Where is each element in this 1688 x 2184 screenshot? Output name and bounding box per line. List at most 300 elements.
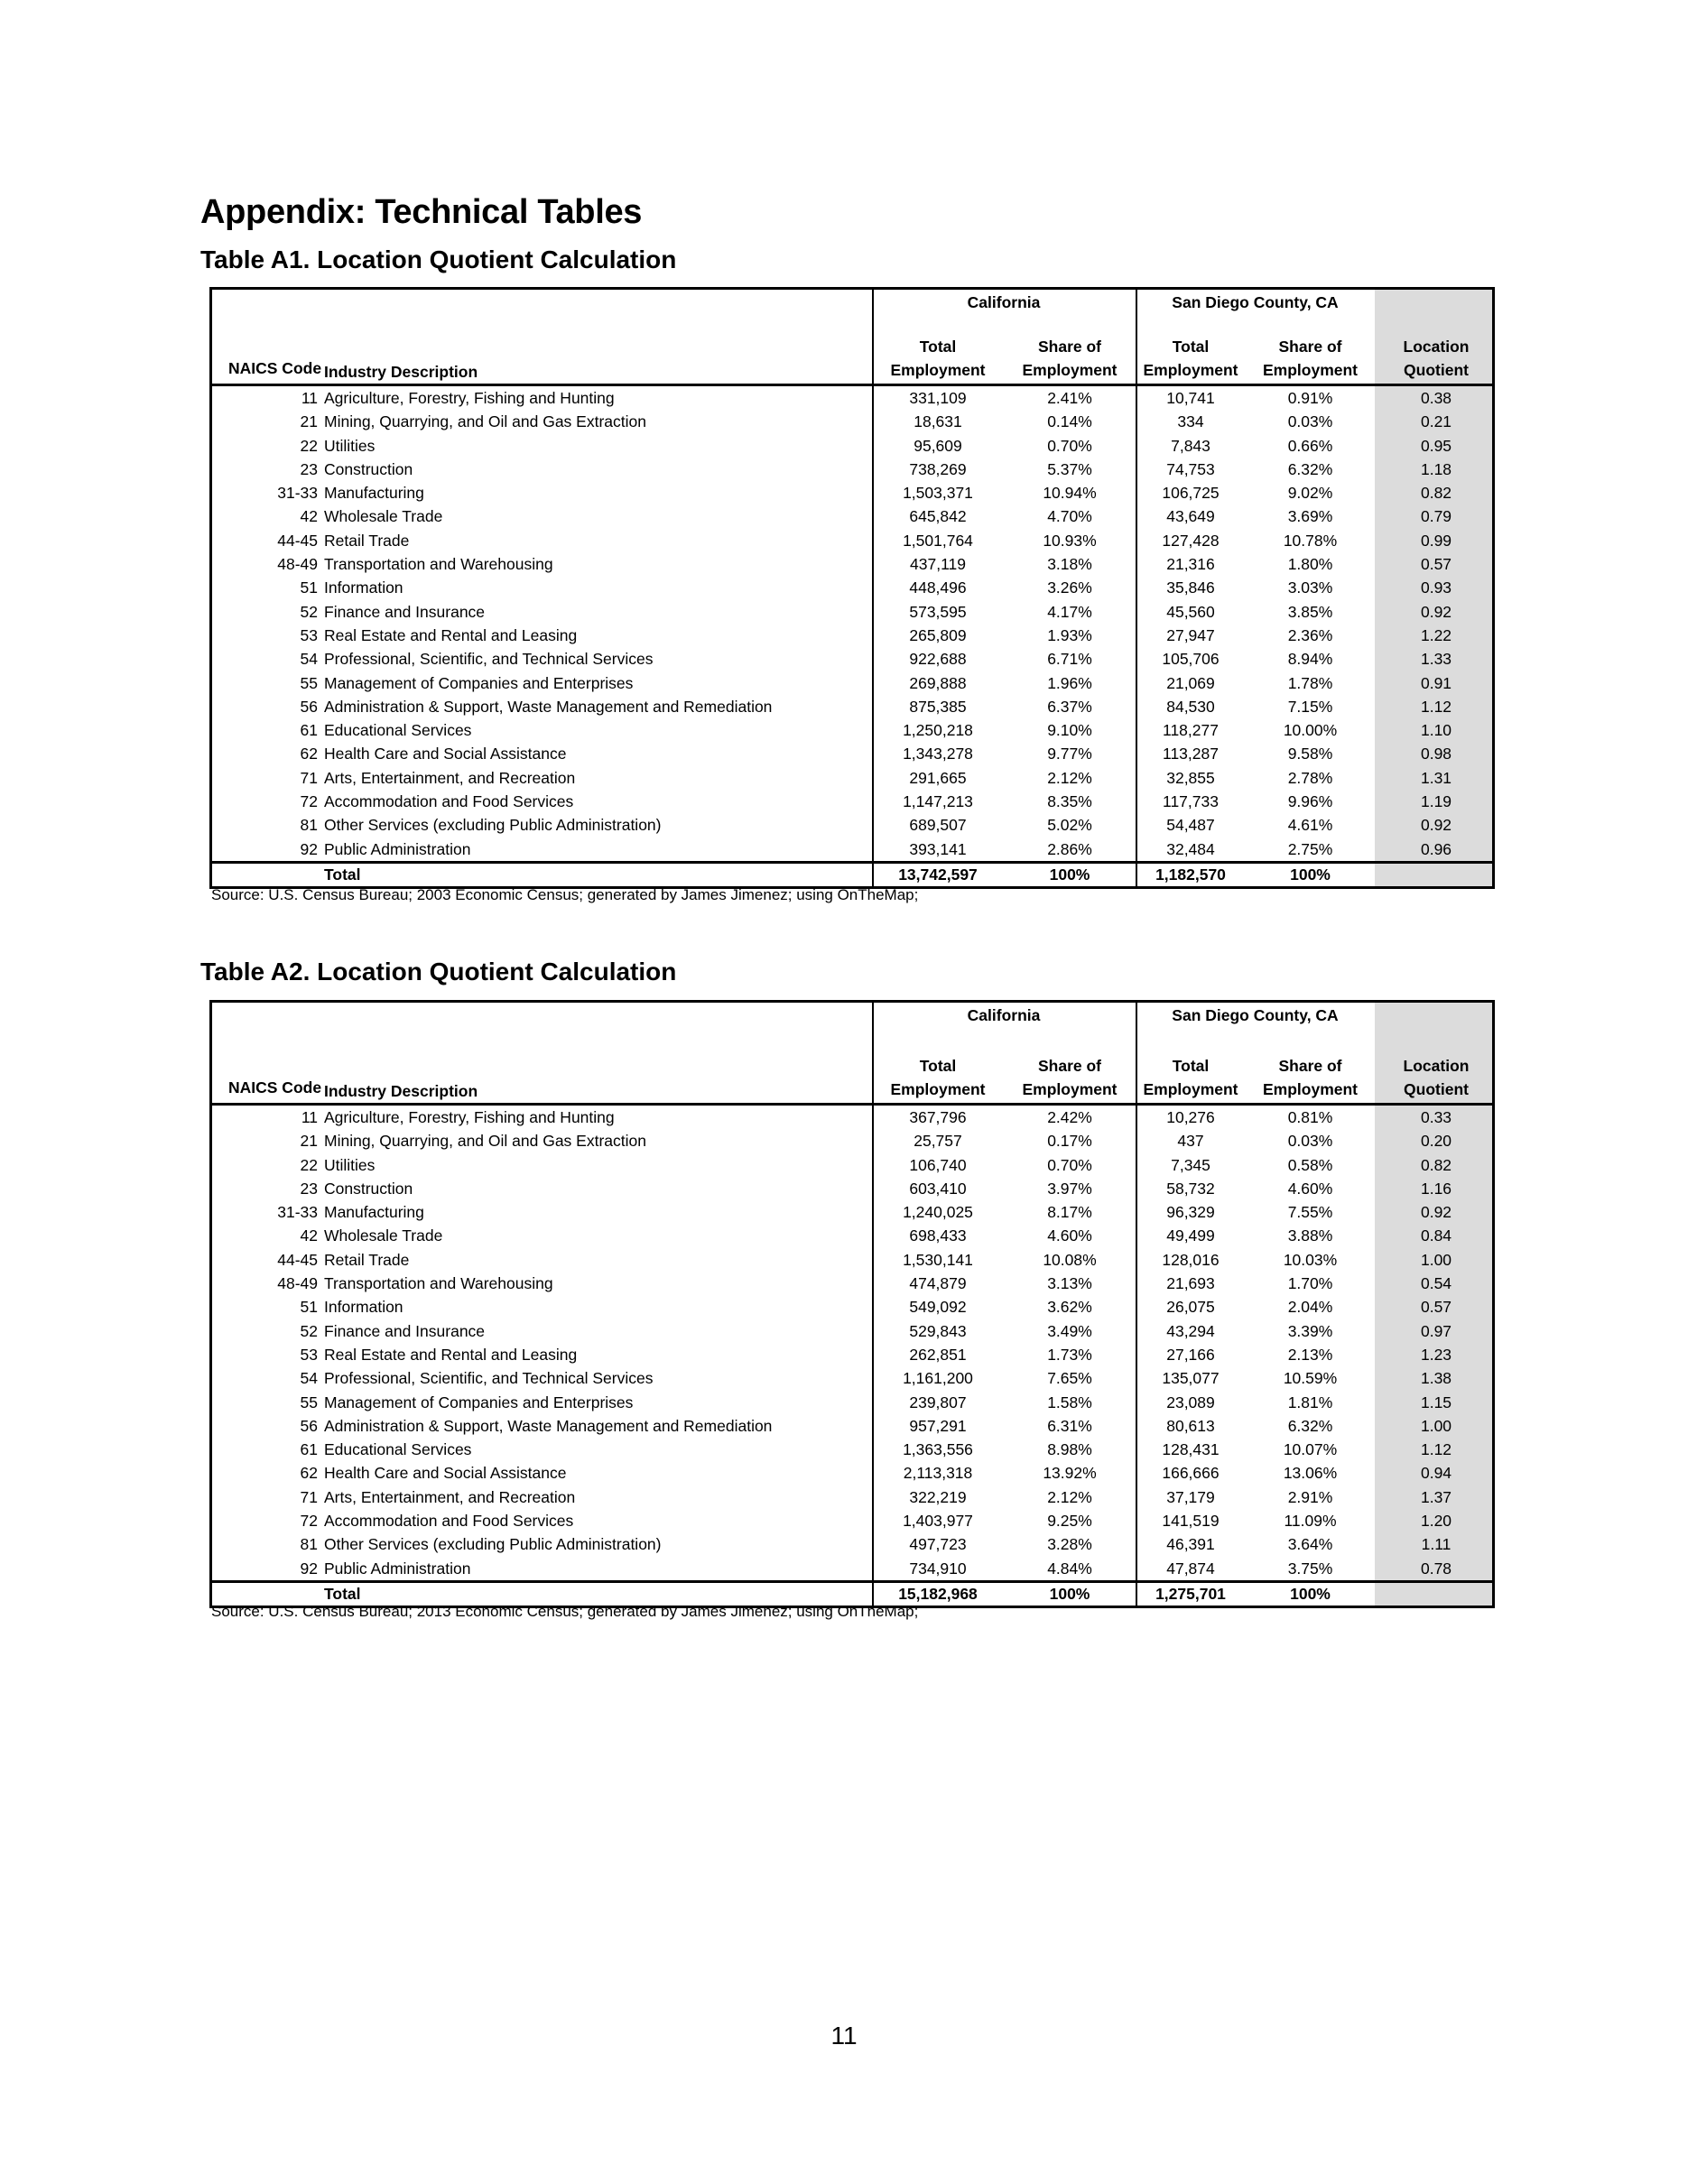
sd-total-employment: 21,316 [1166, 555, 1215, 574]
sd-total-employment: 46,391 [1166, 1535, 1215, 1554]
sd-total-employment: 49,499 [1166, 1226, 1215, 1245]
industry-description: Other Services (excluding Public Administration) [324, 816, 662, 835]
table-row [212, 1438, 1492, 1461]
header-sd-total-employment: Total Employment [1143, 338, 1238, 379]
naics-code: 23 [300, 1179, 318, 1198]
location-quotient: 0.57 [1420, 555, 1452, 574]
industry-description: Public Administration [324, 839, 471, 858]
industry-description: Finance and Insurance [324, 602, 486, 621]
ca-total-employment: 1,530,141 [903, 1250, 973, 1269]
industry-description: Health Care and Social Assistance [324, 1464, 567, 1483]
header-group-california: California [967, 293, 1041, 311]
location-quotient: 1.23 [1420, 1345, 1452, 1364]
industry-description: Information [324, 578, 403, 597]
sd-total-employment: 166,666 [1162, 1464, 1220, 1483]
industry-description: Professional, Scientific, and Technical Services [324, 1369, 654, 1388]
sd-share-of-employment: 11.09% [1284, 1512, 1337, 1531]
sd-share-of-employment: 8.94% [1287, 650, 1333, 669]
sd-share-of-employment: 3.88% [1287, 1226, 1333, 1245]
table-row [212, 1224, 1492, 1247]
ca-share-of-employment: 0.70% [1047, 1155, 1092, 1174]
header-industry-description: Industry Description [324, 1082, 478, 1100]
ca-total-employment: 1,147,213 [903, 792, 973, 811]
header-group-san-diego: San Diego County, CA [1172, 1006, 1339, 1024]
location-quotient: 0.33 [1420, 1108, 1452, 1126]
naics-code: 23 [300, 459, 318, 478]
naics-code: 71 [300, 1487, 318, 1506]
table-row [212, 1295, 1492, 1319]
naics-code: 31-33 [277, 1203, 318, 1222]
sd-share-of-employment: 3.03% [1287, 578, 1333, 597]
sd-total-employment: 32,855 [1166, 768, 1215, 787]
table-row [212, 576, 1492, 599]
location-quotient: 1.12 [1420, 697, 1452, 716]
naics-code: 22 [300, 436, 318, 455]
naics-code: 92 [300, 1559, 318, 1578]
location-quotient: 1.00 [1420, 1250, 1452, 1269]
naics-code: 11 [301, 1108, 318, 1126]
location-quotient: 0.96 [1420, 839, 1452, 858]
location-quotient: 1.18 [1420, 459, 1452, 478]
sd-share-of-employment: 1.78% [1287, 673, 1333, 692]
sd-share-of-employment: 0.91% [1287, 389, 1333, 407]
ca-share-of-employment: 10.94% [1043, 484, 1097, 503]
ca-total-employment: 18,631 [914, 412, 962, 431]
location-quotient: 0.82 [1420, 484, 1452, 503]
header-sd-share-of-employment: Share of Employment [1262, 338, 1359, 379]
industry-description: Other Services (excluding Public Administration) [324, 1535, 662, 1554]
table-row [212, 1485, 1492, 1509]
total-ca-share: 100% [1049, 865, 1090, 884]
table-row [212, 742, 1492, 765]
naics-code: 54 [300, 1369, 318, 1388]
ca-share-of-employment: 4.84% [1047, 1559, 1092, 1578]
sd-total-employment: 127,428 [1162, 531, 1220, 550]
naics-code: 42 [300, 507, 318, 526]
naics-code: 92 [300, 839, 318, 858]
ca-total-employment: 957,291 [909, 1416, 967, 1435]
ca-total-employment: 106,740 [909, 1155, 967, 1174]
sd-share-of-employment: 2.75% [1287, 839, 1333, 858]
ca-share-of-employment: 2.86% [1047, 839, 1092, 858]
sd-total-employment: 106,725 [1162, 484, 1220, 503]
sd-total-employment: 27,166 [1166, 1345, 1215, 1364]
naics-code: 62 [300, 1464, 318, 1483]
industry-description: Mining, Quarrying, and Oil and Gas Extraction [324, 1132, 646, 1151]
sd-total-employment: 10,276 [1166, 1108, 1215, 1126]
ca-total-employment: 1,343,278 [903, 745, 973, 763]
total-ca-employment: 13,742,597 [898, 865, 978, 884]
sd-share-of-employment: 3.64% [1287, 1535, 1333, 1554]
sd-total-employment: 47,874 [1166, 1559, 1215, 1578]
table-row [212, 1272, 1492, 1295]
table-row [212, 386, 1492, 410]
table-a2-title: Table A2. Location Quotient Calculation [200, 958, 677, 986]
location-quotient: 0.99 [1420, 531, 1452, 550]
total-sd-employment: 1,275,701 [1155, 1584, 1226, 1603]
header-ca-share-of-employment: Share of Employment [1022, 1057, 1118, 1098]
sd-total-employment: 80,613 [1166, 1416, 1215, 1435]
ca-total-employment: 645,842 [909, 507, 967, 526]
ca-total-employment: 269,888 [909, 673, 967, 692]
table-row [212, 838, 1492, 861]
header-ca-share-of-employment: Share of Employment [1022, 338, 1118, 379]
header-ca-total-employment: Total Employment [890, 338, 986, 379]
industry-description: Accommodation and Food Services [324, 1512, 574, 1531]
ca-share-of-employment: 0.17% [1047, 1132, 1092, 1151]
header-group-california: California [967, 1006, 1041, 1024]
industry-description: Agriculture, Forestry, Fishing and Hunting [324, 1108, 615, 1126]
sd-total-employment: 118,277 [1163, 721, 1219, 740]
header-location-quotient: Location Quotient [1403, 338, 1470, 379]
ca-total-employment: 734,910 [909, 1559, 967, 1578]
ca-share-of-employment: 10.08% [1043, 1250, 1097, 1269]
industry-description: Transportation and Warehousing [324, 555, 553, 574]
sd-share-of-employment: 3.85% [1287, 602, 1333, 621]
sd-total-employment: 7,843 [1171, 436, 1210, 455]
sd-total-employment: 43,649 [1166, 507, 1215, 526]
ca-total-employment: 922,688 [909, 650, 967, 669]
total-sd-employment: 1,182,570 [1155, 865, 1226, 884]
sd-total-employment: 58,732 [1166, 1179, 1215, 1198]
naics-code: 22 [300, 1155, 318, 1174]
ca-share-of-employment: 8.98% [1047, 1440, 1092, 1459]
table-a2-header [212, 1003, 1492, 1106]
ca-share-of-employment: 5.37% [1047, 459, 1092, 478]
ca-total-employment: 689,507 [909, 816, 967, 835]
table-row [212, 1557, 1492, 1580]
sd-share-of-employment: 10.59% [1283, 1369, 1338, 1388]
sd-total-employment: 135,077 [1162, 1369, 1220, 1388]
sd-total-employment: 21,069 [1166, 673, 1215, 692]
sd-total-employment: 27,947 [1166, 625, 1215, 644]
industry-description: Administration & Support, Waste Management and Remediation [324, 697, 773, 716]
sd-total-employment: 141,519 [1162, 1512, 1220, 1531]
ca-share-of-employment: 9.10% [1047, 721, 1092, 740]
sd-total-employment: 54,487 [1166, 816, 1215, 835]
table-row [212, 504, 1492, 528]
ca-total-employment: 474,879 [909, 1274, 967, 1293]
naics-code: 51 [300, 578, 318, 597]
table-row [212, 624, 1492, 647]
ca-total-employment: 291,665 [909, 768, 967, 787]
location-quotient: 0.21 [1420, 412, 1452, 431]
ca-total-employment: 1,250,218 [903, 721, 973, 740]
table-row [212, 552, 1492, 576]
industry-description: Utilities [324, 436, 376, 455]
header-naics-code: NAICS Code [228, 359, 322, 377]
location-quotient: 0.82 [1420, 1155, 1452, 1174]
ca-total-employment: 265,809 [909, 625, 967, 644]
ca-total-employment: 367,796 [909, 1108, 967, 1126]
sd-total-employment: 23,089 [1166, 1393, 1215, 1411]
ca-total-employment: 95,609 [914, 436, 962, 455]
ca-share-of-employment: 6.71% [1047, 650, 1092, 669]
naics-code: 11 [301, 389, 318, 407]
total-label: Total [324, 1584, 361, 1603]
naics-code: 48-49 [277, 1274, 318, 1293]
ca-share-of-employment: 3.13% [1047, 1274, 1092, 1293]
ca-share-of-employment: 3.97% [1047, 1179, 1092, 1198]
location-quotient: 1.37 [1420, 1487, 1452, 1506]
location-quotient: 0.98 [1420, 745, 1452, 763]
location-quotient: 0.93 [1420, 578, 1452, 597]
ca-share-of-employment: 6.37% [1047, 697, 1092, 716]
ca-share-of-employment: 3.26% [1047, 578, 1092, 597]
naics-code: 53 [300, 1345, 318, 1364]
industry-description: Educational Services [324, 1440, 472, 1459]
ca-share-of-employment: 13.92% [1043, 1464, 1097, 1483]
location-quotient: 0.95 [1420, 436, 1452, 455]
table-a2-total-row [212, 1580, 1492, 1606]
ca-total-employment: 549,092 [909, 1298, 967, 1317]
industry-description: Finance and Insurance [324, 1321, 486, 1340]
naics-code: 52 [300, 1321, 318, 1340]
table-row [212, 1106, 1492, 1129]
sd-total-employment: 26,075 [1166, 1298, 1215, 1317]
sd-share-of-employment: 7.15% [1287, 697, 1333, 716]
location-quotient: 0.78 [1420, 1559, 1452, 1578]
location-quotient: 1.12 [1420, 1440, 1452, 1459]
ca-total-employment: 448,496 [909, 578, 967, 597]
sd-share-of-employment: 2.13% [1287, 1345, 1333, 1364]
sd-total-employment: 113,287 [1163, 745, 1219, 763]
ca-total-employment: 322,219 [909, 1487, 967, 1506]
sd-share-of-employment: 9.58% [1287, 745, 1333, 763]
location-quotient: 1.10 [1420, 721, 1452, 740]
sd-share-of-employment: 4.60% [1287, 1179, 1333, 1198]
table-row [212, 1391, 1492, 1414]
naics-code: 55 [300, 1393, 318, 1411]
sd-share-of-employment: 6.32% [1287, 1416, 1333, 1435]
sd-share-of-employment: 6.32% [1287, 459, 1333, 478]
ca-share-of-employment: 8.17% [1047, 1203, 1092, 1222]
naics-code: 62 [300, 745, 318, 763]
ca-share-of-employment: 3.18% [1047, 555, 1092, 574]
sd-total-employment: 128,016 [1162, 1250, 1220, 1269]
table-row [212, 481, 1492, 504]
sd-total-employment: 74,753 [1166, 459, 1215, 478]
sd-total-employment: 105,706 [1162, 650, 1220, 669]
location-quotient: 1.00 [1420, 1416, 1452, 1435]
sd-total-employment: 10,741 [1166, 389, 1215, 407]
sd-share-of-employment: 3.75% [1287, 1559, 1333, 1578]
industry-description: Real Estate and Rental and Leasing [324, 625, 578, 644]
ca-total-employment: 437,119 [910, 555, 966, 574]
ca-share-of-employment: 3.62% [1047, 1298, 1092, 1317]
table-a1-header [212, 290, 1492, 386]
page-heading: Appendix: Technical Tables [200, 193, 643, 231]
industry-description: Retail Trade [324, 531, 410, 550]
industry-description: Public Administration [324, 1559, 471, 1578]
table-row [212, 790, 1492, 813]
industry-description: Management of Companies and Enterprises [324, 1393, 634, 1411]
naics-code: 21 [300, 412, 318, 431]
ca-share-of-employment: 7.65% [1047, 1369, 1092, 1388]
location-quotient: 0.38 [1420, 389, 1452, 407]
header-sd-total-employment: Total Employment [1143, 1057, 1238, 1098]
naics-code: 48-49 [277, 555, 318, 574]
location-quotient: 1.33 [1420, 650, 1452, 669]
industry-description: Administration & Support, Waste Management and Remediation [324, 1416, 773, 1435]
table-row [212, 1509, 1492, 1532]
sd-share-of-employment: 3.39% [1287, 1321, 1333, 1340]
table-row [212, 671, 1492, 695]
table-row [212, 1343, 1492, 1366]
ca-total-employment: 1,240,025 [903, 1203, 973, 1222]
ca-share-of-employment: 4.60% [1047, 1226, 1092, 1245]
industry-description: Manufacturing [324, 484, 424, 503]
table-row [212, 1200, 1492, 1224]
total-sd-share: 100% [1290, 865, 1331, 884]
naics-code: 56 [300, 1416, 318, 1435]
naics-code: 42 [300, 1226, 318, 1245]
industry-description: Manufacturing [324, 1203, 424, 1222]
naics-code: 61 [300, 721, 318, 740]
naics-code: 55 [300, 673, 318, 692]
table-a2-source: Source: U.S. Census Bureau; 2013 Economic Census; generated by James Jimenez; using OnTheMap; [211, 1603, 919, 1620]
location-quotient: 1.11 [1421, 1535, 1451, 1554]
naics-code: 81 [300, 816, 318, 835]
ca-share-of-employment: 3.28% [1047, 1535, 1092, 1554]
table-row [212, 600, 1492, 624]
naics-code: 51 [300, 1298, 318, 1317]
industry-description: Utilities [324, 1155, 376, 1174]
table-a1-source: Source: U.S. Census Bureau; 2003 Economic Census; generated by James Jimenez; using OnTheMap; [211, 886, 919, 903]
table-row [212, 1153, 1492, 1177]
sd-total-employment: 35,846 [1166, 578, 1215, 597]
industry-description: Wholesale Trade [324, 507, 443, 526]
sd-share-of-employment: 7.55% [1287, 1203, 1333, 1222]
location-quotient: 1.38 [1420, 1369, 1452, 1388]
ca-total-employment: 1,161,200 [903, 1369, 973, 1388]
sd-total-employment: 43,294 [1166, 1321, 1215, 1340]
table-row [212, 766, 1492, 790]
sd-share-of-employment: 1.80% [1287, 555, 1333, 574]
industry-description: Arts, Entertainment, and Recreation [324, 1487, 576, 1506]
ca-total-employment: 1,403,977 [903, 1512, 973, 1531]
sd-share-of-employment: 13.06% [1283, 1464, 1338, 1483]
naics-code: 54 [300, 650, 318, 669]
table-row [212, 529, 1492, 552]
sd-share-of-employment: 1.81% [1287, 1393, 1333, 1411]
naics-code: 56 [300, 697, 318, 716]
naics-code: 44-45 [277, 531, 318, 550]
location-quotient: 1.22 [1420, 625, 1452, 644]
sd-total-employment: 117,733 [1163, 792, 1219, 811]
ca-total-employment: 2,113,318 [903, 1464, 973, 1483]
sd-share-of-employment: 3.69% [1287, 507, 1333, 526]
location-quotient: 0.94 [1420, 1464, 1452, 1483]
ca-share-of-employment: 2.12% [1047, 1487, 1092, 1506]
location-quotient: 1.15 [1420, 1393, 1452, 1411]
ca-share-of-employment: 8.35% [1047, 792, 1092, 811]
ca-total-employment: 875,385 [909, 697, 967, 716]
ca-share-of-employment: 4.70% [1047, 507, 1092, 526]
sd-share-of-employment: 1.70% [1287, 1274, 1333, 1293]
ca-share-of-employment: 2.42% [1047, 1108, 1092, 1126]
industry-description: Transportation and Warehousing [324, 1274, 553, 1293]
table-row [212, 1414, 1492, 1438]
table-a1 [209, 287, 1495, 889]
ca-share-of-employment: 1.58% [1047, 1393, 1092, 1411]
ca-share-of-employment: 1.96% [1047, 673, 1092, 692]
table-row [212, 1366, 1492, 1390]
sd-total-employment: 128,431 [1162, 1440, 1220, 1459]
sd-share-of-employment: 0.03% [1287, 412, 1333, 431]
sd-share-of-employment: 10.00% [1283, 721, 1338, 740]
header-naics-code: NAICS Code [228, 1078, 322, 1097]
table-row [212, 1319, 1492, 1343]
table-a1-title: Table A1. Location Quotient Calculation [200, 245, 677, 273]
ca-share-of-employment: 1.73% [1047, 1345, 1092, 1364]
naics-code: 61 [300, 1440, 318, 1459]
table-row [212, 1177, 1492, 1200]
table-row [212, 647, 1492, 671]
sd-total-employment: 7,345 [1171, 1155, 1210, 1174]
ca-share-of-employment: 0.70% [1047, 436, 1092, 455]
header-ca-total-employment: Total Employment [890, 1057, 986, 1098]
table-row [212, 1129, 1492, 1152]
ca-share-of-employment: 1.93% [1047, 625, 1092, 644]
ca-total-employment: 698,433 [909, 1226, 967, 1245]
sd-total-employment: 334 [1177, 412, 1204, 431]
header-industry-description: Industry Description [324, 363, 478, 381]
sd-share-of-employment: 0.03% [1287, 1132, 1333, 1151]
ca-total-employment: 497,723 [909, 1535, 967, 1554]
location-quotient: 0.84 [1420, 1226, 1452, 1245]
header-location-quotient: Location Quotient [1403, 1057, 1470, 1098]
industry-description: Professional, Scientific, and Technical Services [324, 650, 654, 669]
ca-share-of-employment: 3.49% [1047, 1321, 1092, 1340]
sd-share-of-employment: 0.81% [1287, 1108, 1333, 1126]
sd-total-employment: 32,484 [1166, 839, 1215, 858]
table-a2 [209, 1000, 1495, 1608]
industry-description: Wholesale Trade [324, 1226, 443, 1245]
naics-code: 72 [300, 1512, 318, 1531]
ca-share-of-employment: 2.12% [1047, 768, 1092, 787]
sd-share-of-employment: 10.03% [1283, 1250, 1338, 1269]
ca-total-employment: 529,843 [909, 1321, 967, 1340]
total-ca-share: 100% [1049, 1584, 1090, 1603]
industry-description: Real Estate and Rental and Leasing [324, 1345, 578, 1364]
table-row [212, 1532, 1492, 1556]
location-quotient: 0.92 [1420, 816, 1452, 835]
location-quotient: 0.54 [1420, 1274, 1452, 1293]
table-row [212, 695, 1492, 718]
industry-description: Construction [324, 1179, 413, 1198]
table-row [212, 1461, 1492, 1485]
ca-total-employment: 25,757 [914, 1132, 962, 1151]
header-group-san-diego: San Diego County, CA [1172, 293, 1339, 311]
ca-share-of-employment: 9.77% [1047, 745, 1092, 763]
table-row [212, 458, 1492, 481]
table-row [212, 813, 1492, 837]
sd-share-of-employment: 2.36% [1287, 625, 1333, 644]
total-label: Total [324, 865, 361, 884]
ca-share-of-employment: 10.93% [1043, 531, 1097, 550]
sd-share-of-employment: 9.96% [1287, 792, 1333, 811]
table-row [212, 1248, 1492, 1272]
location-quotient: 0.97 [1420, 1321, 1452, 1340]
location-quotient: 1.20 [1420, 1512, 1452, 1531]
industry-description: Information [324, 1298, 403, 1317]
sd-total-employment: 37,179 [1166, 1487, 1215, 1506]
sd-share-of-employment: 0.58% [1287, 1155, 1333, 1174]
ca-total-employment: 573,595 [909, 602, 967, 621]
industry-description: Retail Trade [324, 1250, 410, 1269]
sd-share-of-employment: 10.78% [1283, 531, 1338, 550]
